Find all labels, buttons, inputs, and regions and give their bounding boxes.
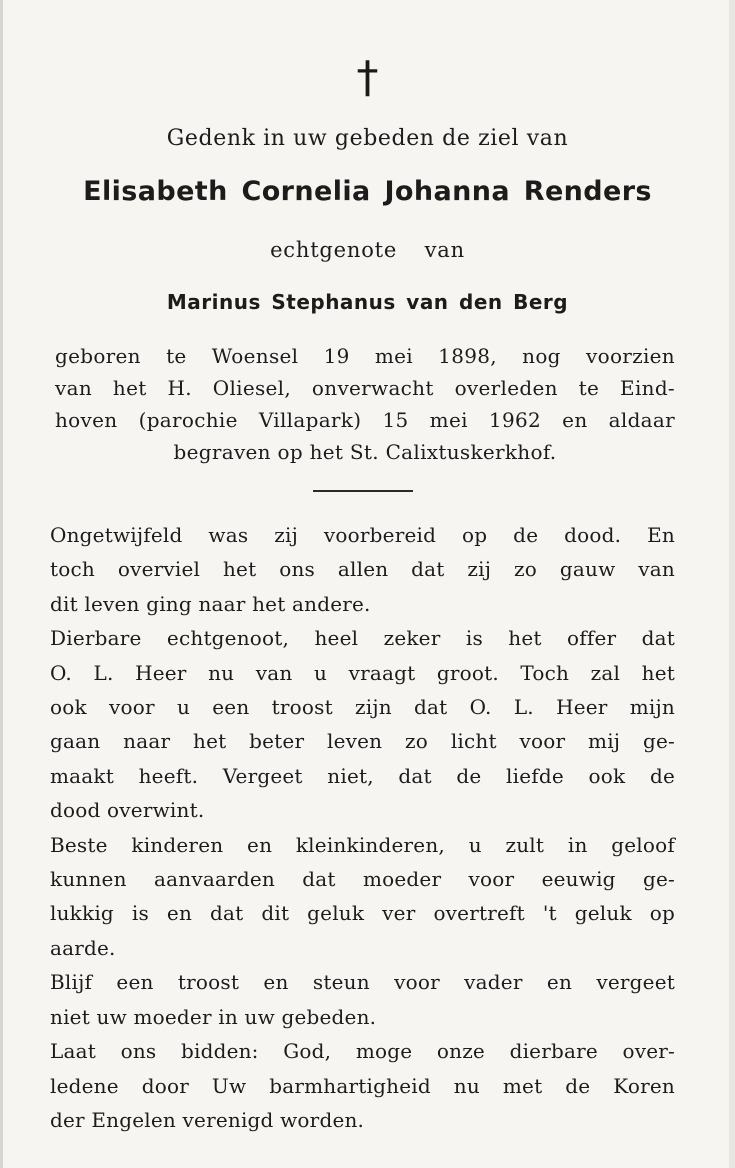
text-line: ledene door Uw barmhartigheid nu met de Koren bbox=[50, 1073, 675, 1098]
deceased-name: Elisabeth Cornelia Johanna Renders bbox=[83, 176, 652, 207]
spouse-name: Marinus Stephanus van den Berg bbox=[166, 290, 569, 314]
text-line: ook voor u een troost zijn dat O. L. Heer mijn bbox=[50, 695, 675, 720]
biography bbox=[55, 340, 675, 468]
biography-line: van het H. Oliesel, onverwacht overleden te Eind- bbox=[55, 376, 675, 400]
text-line: dit leven ging naar het andere. bbox=[50, 591, 371, 616]
text-line: kunnen aanvaarden dat moeder voor eeuwig ge- bbox=[50, 867, 675, 892]
text-line: Blijf een troost en steun voor vader en vergeet bbox=[50, 970, 675, 995]
text-line: dood overwint. bbox=[50, 798, 205, 823]
text-line: Laat ons bidden: God, moge onze dierbare over- bbox=[50, 1039, 675, 1064]
text-line: lukkig is en dat dit geluk ver overtreft 't geluk op bbox=[50, 901, 675, 926]
text-line: O. L. Heer nu van u vraagt groot. Toch zal het bbox=[50, 660, 675, 685]
paragraph bbox=[50, 518, 675, 621]
biography-line: geboren te Woensel 19 mei 1898, nog voorzien bbox=[55, 344, 675, 368]
text-line: toch overviel het ons allen dat zij zo gauw van bbox=[50, 557, 675, 582]
text-line: Dierbare echtgenoot, heel zeker is het offer dat bbox=[50, 626, 675, 651]
text-line: maakt heeft. Vergeet niet, dat de liefde ook de bbox=[50, 763, 675, 788]
prayer-text bbox=[50, 518, 675, 1137]
intro-line: Gedenk in uw gebeden de ziel van bbox=[166, 126, 569, 151]
spouse-label: echtgenote van bbox=[270, 238, 465, 262]
biography-line: begraven op het St. Calixtuskerkhof. bbox=[173, 440, 557, 464]
biography-line: hoven (parochie Villapark) 15 mei 1962 en aldaar bbox=[55, 408, 675, 432]
paragraph bbox=[50, 621, 675, 827]
paragraph bbox=[50, 965, 675, 1034]
cross-icon: † bbox=[356, 52, 379, 103]
text-line: gaan naar het beter leven zo licht voor mij ge- bbox=[50, 729, 675, 754]
paragraph bbox=[50, 1034, 675, 1137]
text-line: Beste kinderen en kleinkinderen, u zult in geloof bbox=[50, 832, 675, 857]
text-line: der Engelen verenigd worden. bbox=[50, 1107, 365, 1132]
text-line: aarde. bbox=[50, 935, 116, 960]
divider bbox=[313, 490, 413, 492]
text-line: niet uw moeder in uw gebeden. bbox=[50, 1004, 377, 1029]
text-line: Ongetwijfeld was zij voorbereid op de dood. En bbox=[50, 523, 675, 547]
paragraph bbox=[50, 828, 675, 966]
